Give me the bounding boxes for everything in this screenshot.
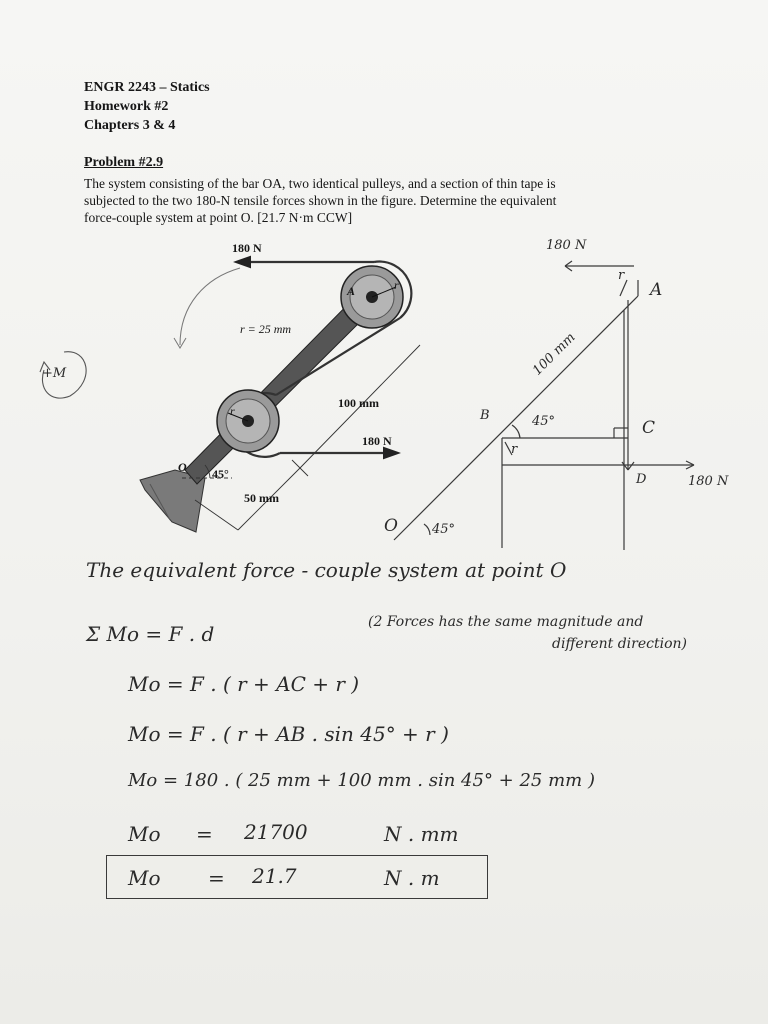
sketch-point-c: C: [642, 418, 656, 438]
figure-point-o: O: [178, 460, 187, 474]
result-mm-lhs: Mo: [128, 822, 161, 846]
equation-sum-moments: Σ Mo = F . d: [86, 622, 215, 646]
sketch-point-d: D: [636, 472, 647, 487]
equation-note-line2: different direction): [552, 636, 687, 652]
hand-sketch: [394, 261, 694, 550]
sketch-force-top: 180 N: [546, 238, 587, 253]
result-mm-value: 21700: [244, 820, 308, 844]
figure-radius-a: r: [394, 278, 399, 292]
sketch-point-b: B: [480, 408, 490, 423]
result-m-lhs: Mo: [128, 866, 161, 890]
figure-point-a: A: [347, 284, 356, 298]
figure-radius-lower: r: [230, 404, 235, 418]
figure-force-top-label: 180 N: [232, 241, 262, 255]
figure-length-50: 50 mm: [244, 491, 279, 505]
problem-line: force-couple system at point O. [21.7 N·m CCW]: [84, 210, 353, 225]
figure-angle: 45°: [212, 467, 229, 481]
problem-line: subjected to the two 180-N tensile forces shown in the figure. Determine the equivalent: [84, 193, 557, 208]
sign-convention-label: +M: [42, 366, 67, 381]
figure-force-right-label: 180 N: [362, 434, 392, 448]
figure-radius-label: r = 25 mm: [240, 322, 292, 336]
sketch-r-bottom: r: [511, 442, 518, 457]
equation-moment-ab: Mo = F . ( r + AB . sin 45° + r ): [128, 722, 449, 746]
problem-title: Problem #2.9: [84, 155, 164, 170]
sketch-point-a: A: [650, 280, 663, 300]
sketch-angle-b: 45°: [532, 414, 556, 429]
solution-intro: The equivalent force - couple system at point O: [86, 558, 567, 582]
sketch-point-o: O: [384, 516, 398, 536]
bar-oa: [185, 290, 378, 484]
sketch-force-right: 180 N: [688, 474, 729, 489]
result-mm-unit: N . mm: [384, 822, 459, 846]
equation-moment-numeric: Mo = 180 . ( 25 mm + 100 mm . sin 45° + 25 mm ): [128, 770, 595, 791]
equation-moment-ac: Mo = F . ( r + AC + r ): [128, 672, 360, 696]
result-m-equals: =: [208, 866, 225, 890]
course-title: ENGR 2243 – Statics: [84, 80, 210, 95]
result-m-value: 21.7: [252, 864, 297, 888]
sketch-angle-o: 45°: [432, 522, 456, 537]
homework-title: Homework #2: [84, 99, 169, 114]
problem-line: The system consisting of the bar OA, two identical pulleys, and a section of thin tape is: [84, 176, 556, 191]
moment-sketch-arrow: [174, 268, 240, 348]
result-mm-equals: =: [196, 822, 213, 846]
sketch-length: 100 mm: [530, 330, 579, 379]
equation-note-line1: (2 Forces has the same magnitude and: [368, 614, 644, 630]
chapters-title: Chapters 3 & 4: [84, 118, 176, 133]
result-m-unit: N . m: [384, 866, 440, 890]
sketch-r-top: r: [618, 268, 625, 283]
pulley-lower: [217, 390, 279, 452]
figure-length-100: 100 mm: [338, 396, 379, 410]
